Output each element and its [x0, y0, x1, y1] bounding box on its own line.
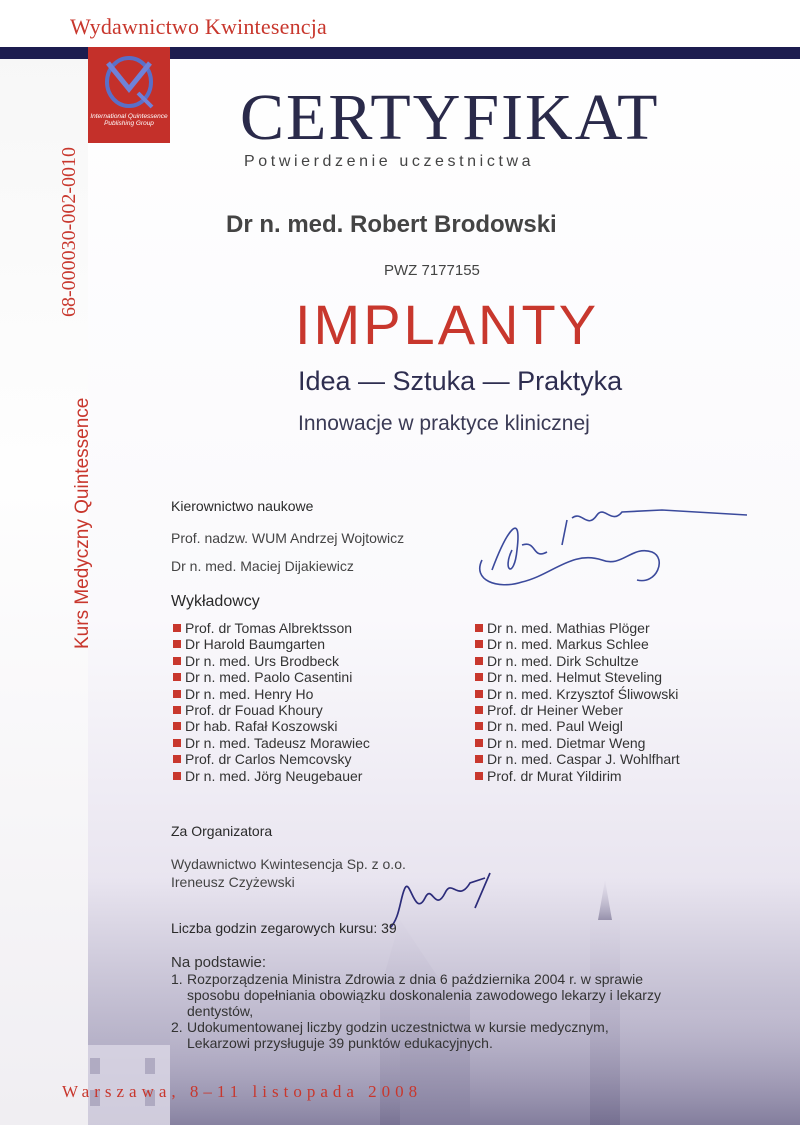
certificate-code: 68-000030-002-0010 — [58, 147, 80, 317]
lecturer: Dr Harold Baumgarten — [173, 636, 370, 652]
recipient-name: Dr n. med. Robert Brodowski — [226, 211, 557, 238]
bullet-icon — [173, 739, 181, 747]
organizer-company: Wydawnictwo Kwintesencja Sp. z o.o. — [171, 856, 406, 872]
director-2: Dr n. med. Maciej Dijakiewicz — [171, 558, 354, 574]
bullet-icon — [173, 673, 181, 681]
legal-basis-heading: Na podstawie: — [171, 954, 267, 971]
bullet-icon — [173, 690, 181, 698]
legal-basis-item-1: 1. Rozporządzenia Ministra Zdrowia z dnia 6 października 2004 r. w sprawie sposobu dopełniania obowiązku doskonalenia zawodowego lekarzy i lekarzy dentystów, — [171, 971, 661, 1019]
license-number: PWZ 7177155 — [384, 262, 480, 279]
course-tagline: Innowacje w praktyce klinicznej — [298, 412, 590, 435]
lecturer: Dr n. med. Jörg Neugebauer — [173, 768, 370, 784]
lecturer: Dr n. med. Caspar J. Wohlfhart — [475, 751, 680, 767]
scientific-direction-heading: Kierownictwo naukowe — [171, 498, 314, 514]
bullet-icon — [475, 772, 483, 780]
certificate-title: CERTYFIKAT — [240, 81, 660, 154]
bullet-icon — [173, 706, 181, 714]
lecturer: Dr n. med. Krzysztof Śliwowski — [475, 686, 680, 702]
lecturer: Prof. dr Murat Yildirim — [475, 768, 680, 784]
directors-signature — [462, 490, 762, 600]
bullet-icon — [173, 772, 181, 780]
organizer-signature — [380, 858, 520, 938]
bullet-icon — [475, 640, 483, 648]
legal-basis — [171, 955, 661, 1051]
lecturer: Prof. dr Heiner Weber — [475, 702, 680, 718]
lecturer: Dr n. med. Urs Brodbeck — [173, 653, 370, 669]
bullet-icon — [475, 673, 483, 681]
director-1: Prof. nadzw. WUM Andrzej Wojtowicz — [171, 530, 405, 546]
bullet-icon — [475, 657, 483, 665]
certificate-subtitle: Potwierdzenie uczestnictwa — [244, 153, 535, 170]
lecturer: Dr n. med. Paul Weigl — [475, 718, 680, 734]
publisher-logo — [88, 47, 170, 143]
lecturer: Dr n. med. Henry Ho — [173, 686, 370, 702]
course-title: IMPLANTY — [295, 293, 600, 356]
left-sidebar — [0, 47, 93, 1125]
lecturers-right-column — [475, 620, 680, 784]
bullet-icon — [475, 690, 483, 698]
lecturer: Dr n. med. Dietmar Weng — [475, 735, 680, 751]
lecturers-left-column — [173, 620, 370, 784]
publisher-name: Wydawnictwo Kwintesencja — [70, 14, 328, 39]
lecturer: Dr n. med. Paolo Casentini — [173, 669, 370, 685]
quintessence-logo-icon — [98, 53, 160, 111]
course-subtitle: Idea — Sztuka — Praktyka — [298, 366, 623, 396]
lecturer: Dr n. med. Dirk Schultze — [475, 653, 680, 669]
course-series-label: Kurs Medyczny Quintessence — [72, 397, 93, 649]
lecturer: Prof. dr Fouad Khoury — [173, 702, 370, 718]
lecturer: Dr n. med. Markus Schlee — [475, 636, 680, 652]
bullet-icon — [475, 739, 483, 747]
lecturer: Prof. dr Tomas Albrektsson — [173, 620, 370, 636]
legal-basis-item-2: 2. Udokumentowanej liczby godzin uczestnictwa w kursie medycznym, Lekarzowi przysługuje 39 punktów edukacyjnych. — [171, 1019, 609, 1051]
bullet-icon — [475, 722, 483, 730]
organizer-person: Ireneusz Czyżewski — [171, 874, 295, 890]
lecturer: Dr n. med. Mathias Plöger — [475, 620, 680, 636]
bullet-icon — [475, 755, 483, 763]
lecturer: Dr hab. Rafał Koszowski — [173, 718, 370, 734]
hours-line: Liczba godzin zegarowych kursu: 39 — [171, 920, 397, 936]
lecturers-heading: Wykładowcy — [171, 593, 260, 610]
organizer-heading: Za Organizatora — [171, 823, 273, 839]
lecturer: Dr n. med. Tadeusz Morawiec — [173, 735, 370, 751]
bullet-icon — [173, 657, 181, 665]
bullet-icon — [173, 722, 181, 730]
bullet-icon — [475, 706, 483, 714]
lecturer: Prof. dr Carlos Nemcovsky — [173, 751, 370, 767]
logo-caption: International Quintessence Publishing Group — [90, 113, 168, 127]
bullet-icon — [173, 624, 181, 632]
bullet-icon — [173, 755, 181, 763]
bullet-icon — [475, 624, 483, 632]
bullet-icon — [173, 640, 181, 648]
top-bar — [0, 0, 800, 47]
lecturer: Dr n. med. Helmut Steveling — [475, 669, 680, 685]
place-and-date: Warszawa, 8–11 listopada 2008 — [62, 1082, 423, 1101]
